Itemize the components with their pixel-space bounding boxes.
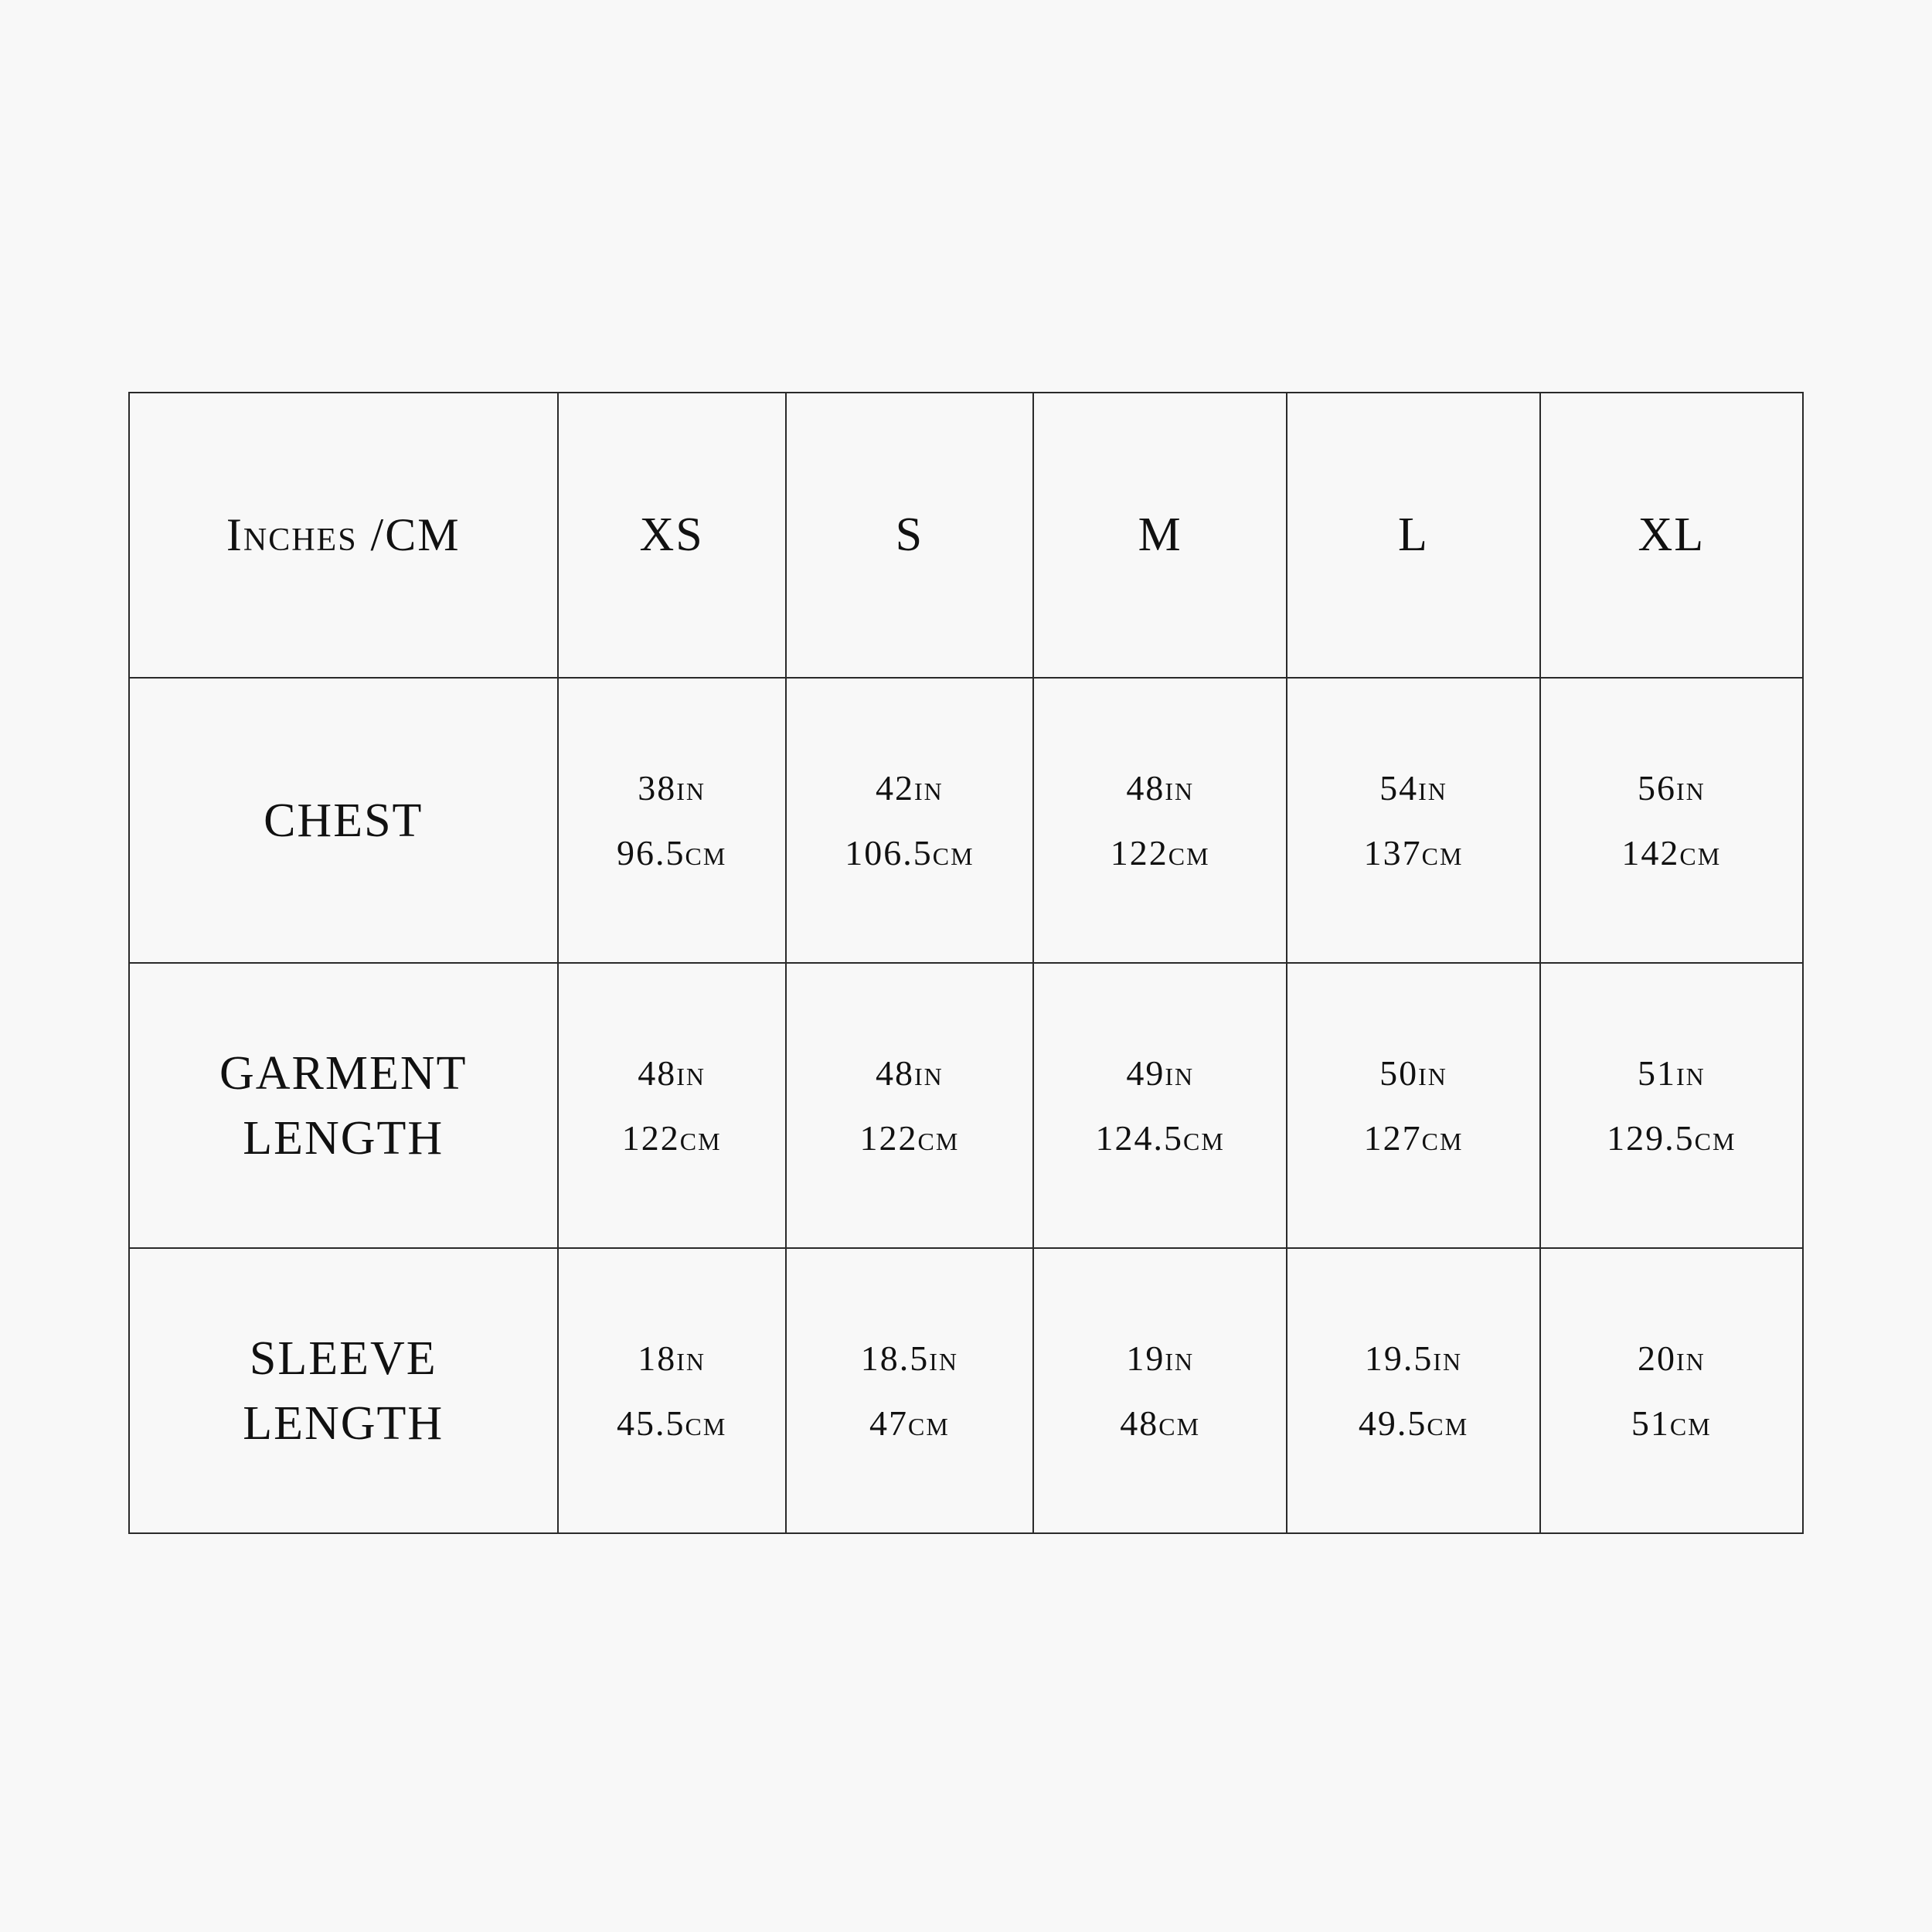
value-inches: 50in	[1379, 1053, 1447, 1093]
value-cell	[1033, 963, 1287, 1248]
value-cm: 106.5cm	[845, 832, 975, 872]
value-inches: 48in	[1126, 767, 1195, 808]
value-cm: 124.5cm	[1095, 1117, 1225, 1158]
row-label-length: LENGTH	[243, 1396, 444, 1450]
units-header: Inches /CM	[226, 509, 461, 560]
row-label-chest: CHEST	[264, 794, 423, 847]
value-cell	[1287, 678, 1539, 963]
row-label-cell	[129, 1248, 558, 1533]
value-inches: 51in	[1637, 1053, 1706, 1093]
size-header-cell	[558, 393, 786, 678]
value-cm: 45.5cm	[616, 1403, 727, 1443]
value-cm: 122cm	[1110, 832, 1210, 872]
size-header-s: S	[895, 509, 924, 561]
value-cm: 129.5cm	[1607, 1117, 1736, 1158]
value-cell	[1540, 963, 1803, 1248]
header-row	[129, 393, 1803, 678]
value-cell	[1287, 963, 1539, 1248]
value-cell	[558, 963, 786, 1248]
value-cell	[1033, 678, 1287, 963]
table-row-chest	[129, 678, 1803, 963]
value-cm: 127cm	[1363, 1117, 1464, 1158]
value-cm: 122cm	[621, 1117, 722, 1158]
value-inches: 49in	[1126, 1053, 1195, 1093]
row-label-sleeve: SLEEVE	[249, 1332, 437, 1385]
value-cm: 48cm	[1120, 1403, 1201, 1443]
value-cm: 49.5cm	[1358, 1403, 1469, 1443]
row-label-cell	[129, 963, 558, 1248]
value-cell	[1287, 1248, 1539, 1533]
size-header-xs: XS	[639, 509, 704, 561]
size-header-cell	[1540, 393, 1803, 678]
value-cell	[786, 963, 1033, 1248]
value-cell	[1540, 678, 1803, 963]
value-inches: 48in	[638, 1053, 706, 1093]
value-inches: 54in	[1379, 767, 1447, 808]
table-row-garment-length	[129, 963, 1803, 1248]
value-inches: 19in	[1126, 1338, 1195, 1378]
size-header-m: M	[1138, 509, 1182, 561]
size-header-cell	[1287, 393, 1539, 678]
size-header-xl: XL	[1638, 509, 1706, 561]
size-header-cell	[786, 393, 1033, 678]
value-inches: 48in	[876, 1053, 944, 1093]
value-inches: 42in	[876, 767, 944, 808]
value-inches: 18in	[638, 1338, 706, 1378]
value-inches: 18.5in	[860, 1338, 959, 1378]
units-header-cell	[129, 393, 558, 678]
value-cm: 51cm	[1631, 1403, 1712, 1443]
value-cm: 137cm	[1363, 832, 1464, 872]
table-row-sleeve-length	[129, 1248, 1803, 1533]
value-cell	[786, 1248, 1033, 1533]
row-label-cell	[129, 678, 558, 963]
value-cell	[1540, 1248, 1803, 1533]
value-cell	[558, 1248, 786, 1533]
value-inches: 19.5in	[1364, 1338, 1463, 1378]
size-header-cell	[1033, 393, 1287, 678]
value-cell	[786, 678, 1033, 963]
value-cell	[1033, 1248, 1287, 1533]
row-label-length: LENGTH	[243, 1111, 444, 1165]
value-inches: 38in	[638, 767, 706, 808]
row-label-garment: GARMENT	[219, 1046, 468, 1100]
size-chart-table	[128, 392, 1804, 1534]
value-cell	[558, 678, 786, 963]
value-inches: 20in	[1637, 1338, 1706, 1378]
size-header-l: L	[1398, 509, 1429, 561]
value-cm: 122cm	[859, 1117, 960, 1158]
value-inches: 56in	[1637, 767, 1706, 808]
value-cm: 47cm	[869, 1403, 950, 1443]
value-cm: 96.5cm	[616, 832, 727, 872]
value-cm: 142cm	[1621, 832, 1722, 872]
